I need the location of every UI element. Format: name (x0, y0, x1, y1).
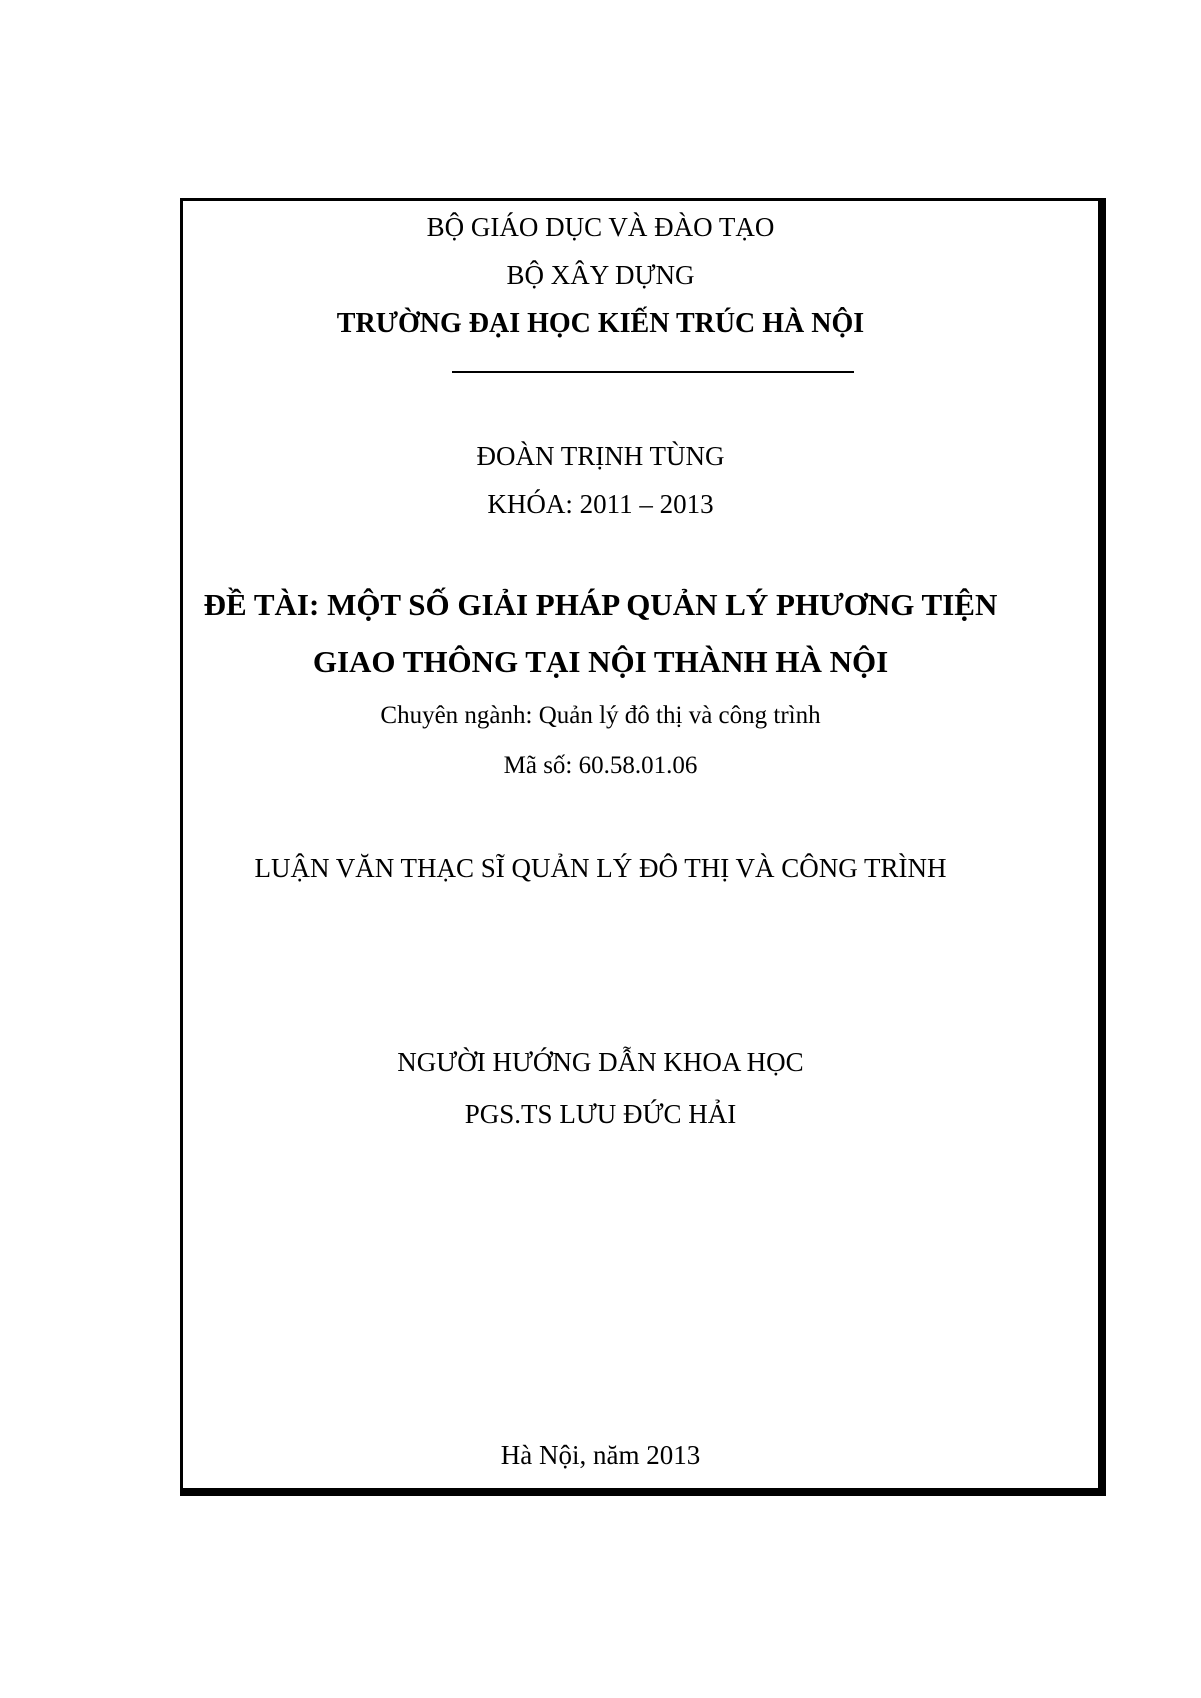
thesis-title-line-1: ĐỀ TÀI: MỘT SỐ GIẢI PHÁP QUẢN LÝ PHƯƠNG TIỆN (203, 587, 998, 622)
header-divider (452, 371, 854, 373)
ministry-construction: BỘ XÂY DỰNG (506, 260, 695, 290)
advisor-name: PGS.TS LƯU ĐỨC HẢI (464, 1099, 737, 1129)
major-code: Mã số: 60.58.01.06 (503, 752, 698, 779)
author-name: ĐOÀN TRỊNH TÙNG (476, 441, 725, 471)
thesis-type: LUẬN VĂN THẠC SĨ QUẢN LÝ ĐÔ THỊ VÀ CÔNG TRÌNH (254, 853, 947, 883)
major: Chuyên ngành: Quản lý đô thị và công trình (380, 702, 821, 729)
advisor-label: NGƯỜI HƯỚNG DẪN KHOA HỌC (397, 1047, 804, 1077)
cover-border-frame (180, 198, 1106, 1496)
ministry-education: BỘ GIÁO DỤC VÀ ĐÀO TẠO (426, 212, 775, 242)
place-and-year: Hà Nội, năm 2013 (500, 1440, 701, 1470)
course-years: KHÓA: 2011 – 2013 (487, 489, 714, 519)
thesis-title-line-2: GIAO THÔNG TẠI NỘI THÀNH HÀ NỘI (312, 644, 889, 679)
university-name: TRƯỜNG ĐẠI HỌC KIẾN TRÚC HÀ NỘI (336, 308, 865, 339)
